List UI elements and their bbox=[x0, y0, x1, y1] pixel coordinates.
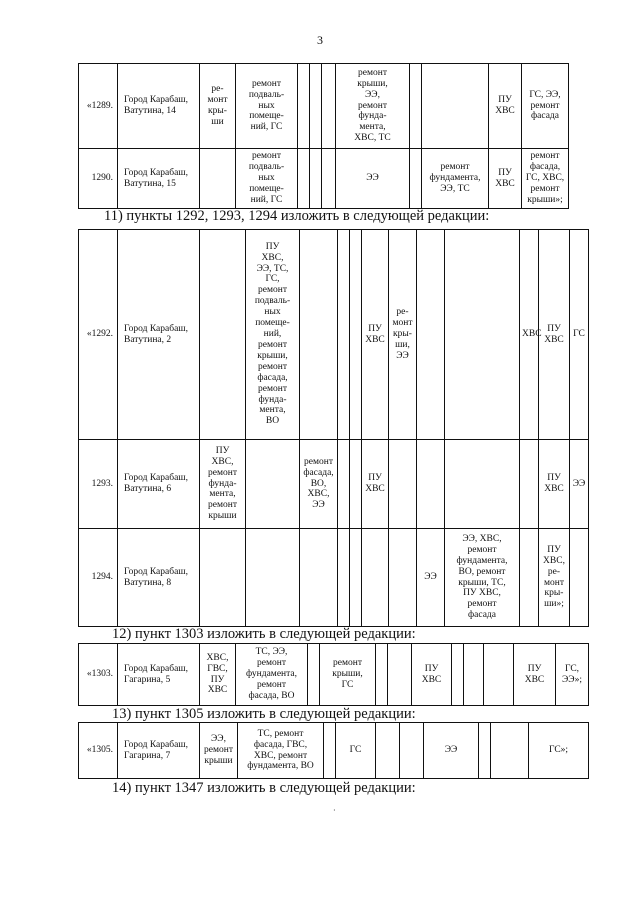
table-row bbox=[79, 149, 569, 209]
work-cell: ХВС, ГВС, ПУ ХВС bbox=[200, 644, 236, 706]
table-row bbox=[79, 529, 589, 627]
row-number: 1290. bbox=[79, 149, 118, 209]
table-row bbox=[79, 64, 569, 149]
work-cell bbox=[324, 723, 336, 779]
table-row bbox=[79, 440, 589, 529]
work-cell: ПУ ХВС bbox=[489, 64, 522, 149]
work-cell bbox=[200, 149, 236, 209]
page-number: 3 bbox=[317, 33, 323, 47]
work-cell bbox=[417, 230, 445, 440]
work-cell: ПУ ХВС bbox=[539, 440, 570, 529]
work-cell: ПУ ХВС, ре- монт кры- ши»; bbox=[539, 529, 570, 627]
row-number: «1289. bbox=[79, 64, 118, 149]
work-cell bbox=[376, 644, 388, 706]
work-cell: ремонт фундамента, ЭЭ, ТС bbox=[422, 149, 489, 209]
work-cell bbox=[338, 440, 350, 529]
work-cell bbox=[410, 64, 422, 149]
work-cell bbox=[445, 440, 520, 529]
work-cell: ПУ ХВС, ЭЭ, ТС, ГС, ремонт подваль- ных помеще- ний, ремонт крыши, ремонт фасада, ремонт фунда- мента, ВО bbox=[246, 230, 300, 440]
work-cell: ПУ ХВС bbox=[412, 644, 452, 706]
work-cell bbox=[389, 529, 417, 627]
work-cell: ре- монт кры- ши, ЭЭ bbox=[389, 230, 417, 440]
work-cell: ПУ ХВС bbox=[539, 230, 570, 440]
section-heading-13: 13) пункт 1305 изложить в следующей редакции: bbox=[112, 706, 416, 722]
work-cell bbox=[491, 723, 529, 779]
work-cell: ГС, ЭЭ, ремонт фасада bbox=[522, 64, 569, 149]
work-cell: ПУ ХВС bbox=[362, 230, 389, 440]
work-cell bbox=[484, 644, 514, 706]
work-cell bbox=[445, 230, 520, 440]
work-cell bbox=[350, 230, 362, 440]
work-cell: ТС, ЭЭ, ремонт фундамента, ремонт фасада, ВО bbox=[236, 644, 308, 706]
work-cell bbox=[310, 149, 322, 209]
work-cell bbox=[362, 529, 389, 627]
row-address: Город Карабаш, Ватутина, 14 bbox=[118, 64, 200, 149]
work-cell: ГС, ЭЭ»; bbox=[556, 644, 589, 706]
table-row bbox=[79, 723, 589, 779]
work-cell: ре- монт кры- ши bbox=[200, 64, 236, 149]
work-cell bbox=[520, 440, 539, 529]
work-cell bbox=[410, 149, 422, 209]
work-cell: ЭЭ bbox=[417, 529, 445, 627]
work-cell bbox=[400, 723, 424, 779]
work-cell: ЭЭ bbox=[424, 723, 479, 779]
work-cell bbox=[422, 64, 489, 149]
work-cell bbox=[308, 644, 320, 706]
work-cell bbox=[388, 644, 412, 706]
work-cell: ХВС bbox=[520, 230, 539, 440]
work-cell: ремонт подваль- ных помеще- ний, ГС bbox=[236, 64, 298, 149]
page-mark: · bbox=[333, 806, 336, 815]
work-cell bbox=[376, 723, 400, 779]
table-row bbox=[79, 230, 589, 440]
work-cell bbox=[350, 529, 362, 627]
work-cell: ЭЭ, ремонт крыши bbox=[200, 723, 238, 779]
work-cell: ЭЭ, ХВС, ремонт фундамента, ВО, ремонт крыши, ТС, ПУ ХВС, ремонт фасада bbox=[445, 529, 520, 627]
row-address: Город Карабаш, Ватутина, 6 bbox=[118, 440, 200, 529]
section-heading-12: 12) пункт 1303 изложить в следующей редакции: bbox=[112, 626, 416, 642]
work-cell bbox=[300, 529, 338, 627]
table-rows-1292-1294 bbox=[78, 229, 589, 627]
work-cell bbox=[389, 440, 417, 529]
work-cell: ЭЭ bbox=[336, 149, 410, 209]
table-row-1305 bbox=[78, 722, 589, 779]
row-number: 1294. bbox=[79, 529, 118, 627]
row-address: Город Карабаш, Гагарина, 7 bbox=[118, 723, 200, 779]
work-cell bbox=[452, 644, 464, 706]
table-row-1303 bbox=[78, 643, 589, 706]
work-cell bbox=[200, 230, 246, 440]
table-rows-1289-1290 bbox=[78, 63, 569, 209]
work-cell: ГС»; bbox=[529, 723, 589, 779]
work-cell bbox=[520, 529, 539, 627]
work-cell bbox=[200, 529, 246, 627]
work-cell: ГС bbox=[570, 230, 589, 440]
section-heading-11: 11) пункты 1292, 1293, 1294 изложить в следующей редакции: bbox=[104, 208, 490, 224]
work-cell: ремонт крыши, ЭЭ, ремонт фунда- мента, ХВС, ТС bbox=[336, 64, 410, 149]
work-cell bbox=[322, 64, 336, 149]
work-cell bbox=[338, 529, 350, 627]
work-cell: ремонт фасада, ВО, ХВС, ЭЭ bbox=[300, 440, 338, 529]
work-cell bbox=[350, 440, 362, 529]
row-number: «1305. bbox=[79, 723, 118, 779]
work-cell: ремонт крыши, ГС bbox=[320, 644, 376, 706]
work-cell: ПУ ХВС bbox=[514, 644, 556, 706]
work-cell: ПУ ХВС bbox=[362, 440, 389, 529]
row-number: «1303. bbox=[79, 644, 118, 706]
work-cell bbox=[322, 149, 336, 209]
row-address: Город Карабаш, Ватутина, 8 bbox=[118, 529, 200, 627]
work-cell bbox=[464, 644, 484, 706]
work-cell: ГС bbox=[336, 723, 376, 779]
work-cell: ТС, ремонт фасада, ГВС, ХВС, ремонт фундамента, ВО bbox=[238, 723, 324, 779]
work-cell: ПУ ХВС, ремонт фунда- мента, ремонт крыши bbox=[200, 440, 246, 529]
row-address: Город Карабаш, Гагарина, 5 bbox=[118, 644, 200, 706]
work-cell: ремонт подваль- ных помеще- ний, ГС bbox=[236, 149, 298, 209]
work-cell bbox=[246, 529, 300, 627]
work-cell bbox=[417, 440, 445, 529]
row-number: «1292. bbox=[79, 230, 118, 440]
work-cell: ремонт фасада, ГС, ХВС, ремонт крыши»; bbox=[522, 149, 569, 209]
work-cell bbox=[570, 529, 589, 627]
work-cell bbox=[479, 723, 491, 779]
row-address: Город Карабаш, Ватутина, 15 bbox=[118, 149, 200, 209]
work-cell bbox=[298, 149, 310, 209]
work-cell: ЭЭ bbox=[570, 440, 589, 529]
work-cell bbox=[338, 230, 350, 440]
work-cell bbox=[298, 64, 310, 149]
section-heading-14: 14) пункт 1347 изложить в следующей редакции: bbox=[112, 780, 416, 796]
work-cell bbox=[246, 440, 300, 529]
work-cell bbox=[300, 230, 338, 440]
table-row bbox=[79, 644, 589, 706]
row-number: 1293. bbox=[79, 440, 118, 529]
work-cell bbox=[310, 64, 322, 149]
work-cell: ПУ ХВС bbox=[489, 149, 522, 209]
row-address: Город Карабаш, Ватутина, 2 bbox=[118, 230, 200, 440]
